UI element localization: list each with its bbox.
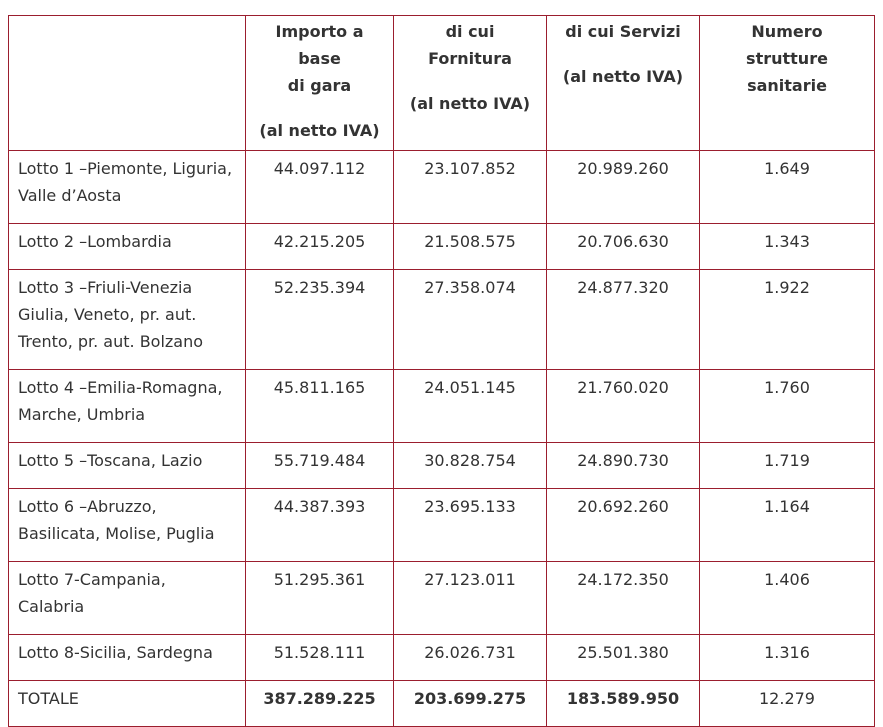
importo-value: 44.387.393 [246, 489, 394, 562]
lotto-label: Lotto 5 –Toscana, Lazio [9, 443, 246, 489]
fornitura-value: 27.358.074 [394, 270, 547, 370]
servizi-value: 20.989.260 [547, 151, 700, 224]
header-fornitura-note: (al netto IVA) [409, 94, 531, 113]
total-row [9, 681, 875, 727]
servizi-value: 25.501.380 [547, 635, 700, 681]
importo-value: 51.295.361 [246, 562, 394, 635]
table-row [9, 443, 875, 489]
strutture-value: 1.406 [700, 562, 875, 635]
total-strutture: 12.279 [700, 681, 875, 727]
servizi-value: 21.760.020 [547, 370, 700, 443]
importo-value: 44.097.112 [246, 151, 394, 224]
header-fornitura: di cui Fornitura (al netto IVA) [394, 16, 547, 151]
strutture-value: 1.922 [700, 270, 875, 370]
header-importo-note: (al netto IVA) [259, 121, 380, 140]
lotto-label: Lotto 7-Campania, Calabria [9, 562, 246, 635]
importo-value: 52.235.394 [246, 270, 394, 370]
lotto-label: Lotto 2 –Lombardia [9, 224, 246, 270]
strutture-value: 1.164 [700, 489, 875, 562]
fornitura-value: 26.026.731 [394, 635, 547, 681]
servizi-value: 20.706.630 [547, 224, 700, 270]
lotto-label: Lotto 4 –Emilia-Romagna, Marche, Umbria [9, 370, 246, 443]
servizi-value: 24.877.320 [547, 270, 700, 370]
strutture-value: 1.316 [700, 635, 875, 681]
servizi-value: 20.692.260 [547, 489, 700, 562]
importo-value: 55.719.484 [246, 443, 394, 489]
lots-table [8, 15, 875, 727]
table-row [9, 635, 875, 681]
lotto-label: Lotto 6 –Abruzzo, Basilicata, Molise, Puglia [9, 489, 246, 562]
table-row [9, 489, 875, 562]
total-fornitura: 203.699.275 [394, 681, 547, 727]
servizi-value: 24.890.730 [547, 443, 700, 489]
total-importo: 387.289.225 [246, 681, 394, 727]
fornitura-value: 24.051.145 [394, 370, 547, 443]
fornitura-value: 27.123.011 [394, 562, 547, 635]
table-header-row [9, 16, 875, 151]
importo-value: 51.528.111 [246, 635, 394, 681]
fornitura-value: 30.828.754 [394, 443, 547, 489]
header-strutture: Numero strutture sanitarie [700, 16, 875, 151]
strutture-value: 1.343 [700, 224, 875, 270]
header-empty [9, 16, 246, 151]
table-row [9, 224, 875, 270]
importo-value: 45.811.165 [246, 370, 394, 443]
fornitura-value: 23.695.133 [394, 489, 547, 562]
strutture-value: 1.719 [700, 443, 875, 489]
table-row [9, 370, 875, 443]
lotto-label: Lotto 1 –Piemonte, Liguria, Valle d’Aosta [9, 151, 246, 224]
importo-value: 42.215.205 [246, 224, 394, 270]
table-row [9, 562, 875, 635]
servizi-value: 24.172.350 [547, 562, 700, 635]
header-servizi-note: (al netto IVA) [562, 67, 684, 86]
lotto-label: Lotto 8-Sicilia, Sardegna [9, 635, 246, 681]
lotto-label: Lotto 3 –Friuli-Venezia Giulia, Veneto, pr. aut. Trento, pr. aut. Bolzano [9, 270, 246, 370]
strutture-value: 1.649 [700, 151, 875, 224]
fornitura-value: 23.107.852 [394, 151, 547, 224]
fornitura-value: 21.508.575 [394, 224, 547, 270]
total-label: TOTALE [9, 681, 246, 727]
table-row [9, 270, 875, 370]
table-row [9, 151, 875, 224]
strutture-value: 1.760 [700, 370, 875, 443]
header-importo: Importo a base di gara (al netto IVA) [246, 16, 394, 151]
total-servizi: 183.589.950 [547, 681, 700, 727]
header-servizi: di cui Servizi (al netto IVA) [547, 16, 700, 151]
